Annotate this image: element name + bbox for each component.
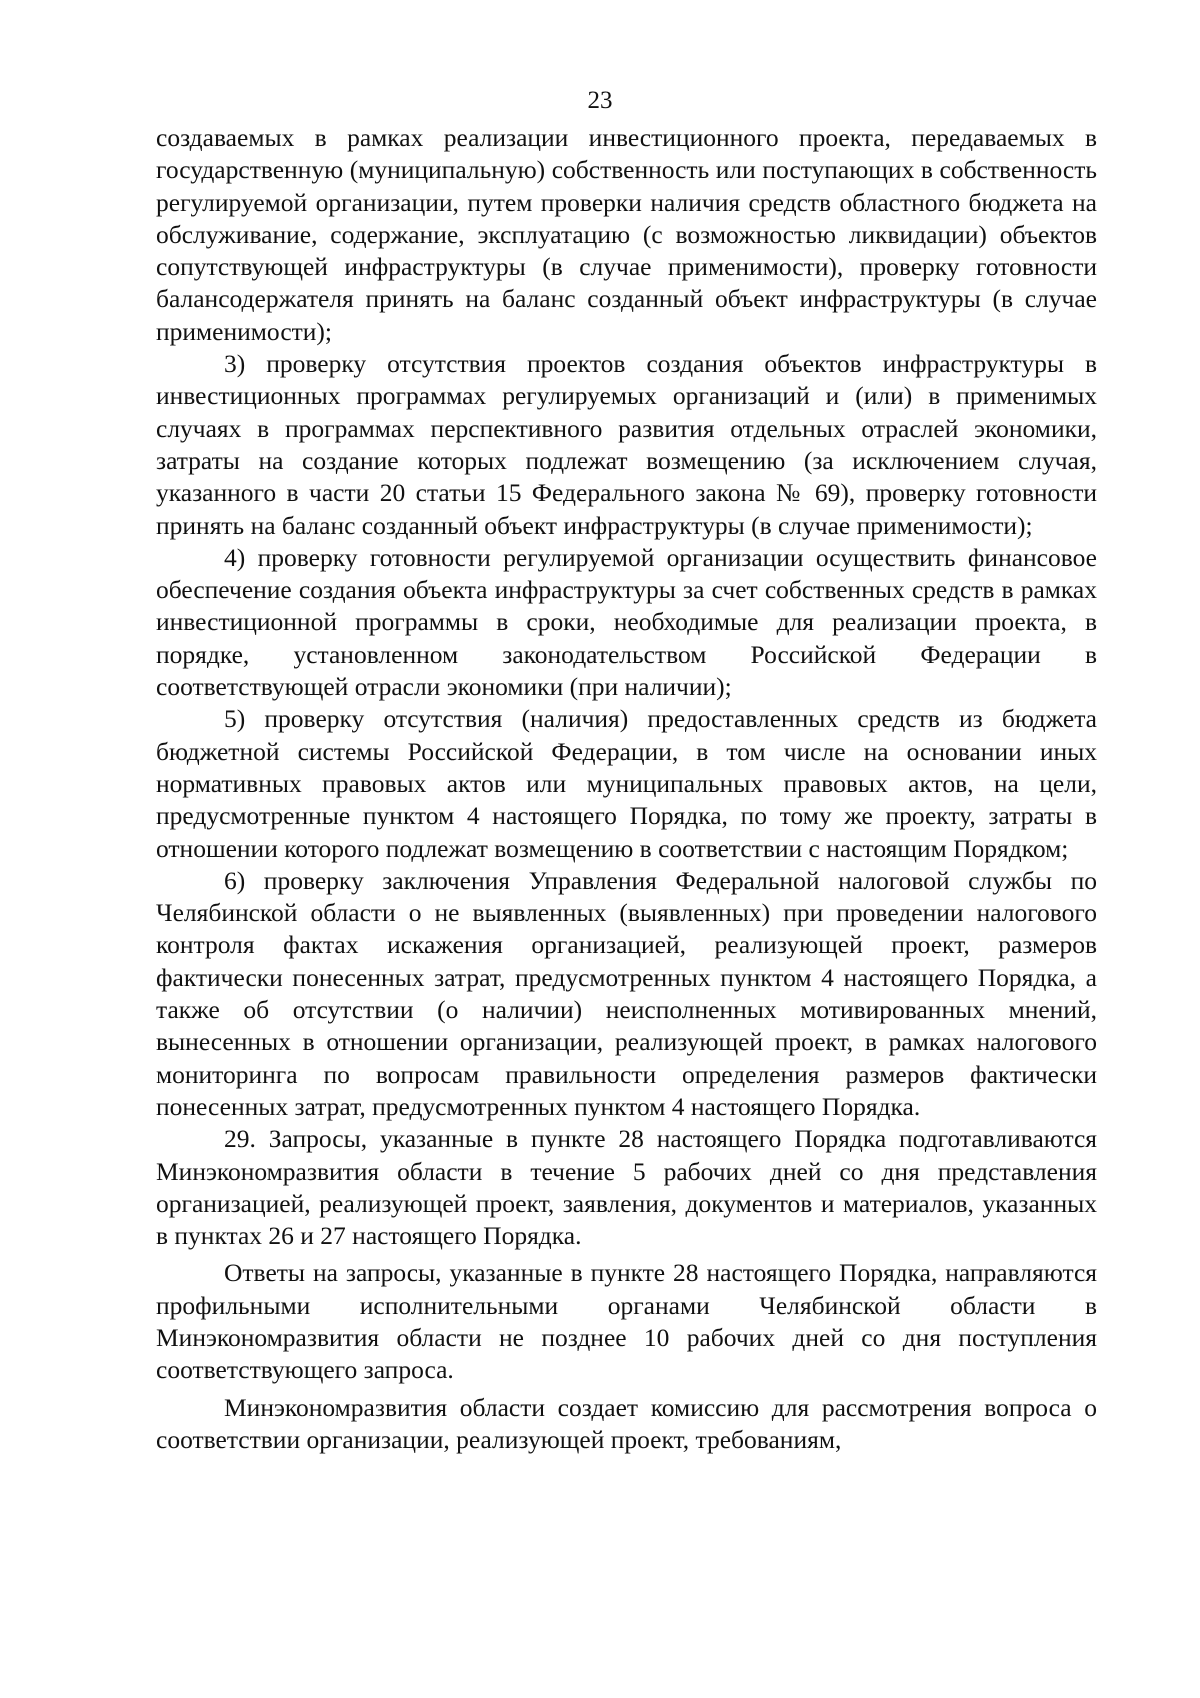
paragraph-clause-29: 29. Запросы, указанные в пункте 28 настоящего Порядка подготавливаются Минэкономразвития области в течение 5 рабочих дней со дня представления организацией, реализующей проект, заявления, документов и материалов, указанных в пунктах 26 и 27 настоящего Порядка. xyxy=(156,1124,1097,1251)
paragraph-item-6: 6) проверку заключения Управления Федеральной налоговой службы по Челябинской области о не выявленных (выявленных) при проведении налогового контроля фактах искажения организацией, реализующей проект, размеров фактически понесенных затрат, предусмотренных пунктом 4 настоящего Порядка, а также об отсутствии (о наличии) неисполненных мотивированных мнений, вынесенных в отношении организации, реализующей проект, в рамках налогового мониторинга по вопросам правильности определения размеров фактически понесенных затрат, предусмотренных пунктом 4 настоящего Порядка. xyxy=(156,865,1097,1121)
paragraph-continuation: создаваемых в рамках реализации инвестиционного проекта, передаваемых в государственную (муниципальную) собственность или поступающих в собственность регулируемой организации, путем проверки наличия средств областного бюджета на обслуживание, содержание, эксплуатацию (с возможностью ликвидации) объектов сопутствующей инфраструктуры (в случае применимости), проверку готовности балансодержателя принять на баланс созданный объект инфраструктуры (в случае применимости); xyxy=(156,123,1097,346)
paragraph-item-5: 5) проверку отсутствия (наличия) предоставленных средств из бюджета бюджетной системы Российской Федерации, в том числе на основании иных нормативных правовых актов или муниципальных правовых актов, на цели, предусмотренные пунктом 4 настоящего Порядка, по тому же проекту, затраты в отношении которого подлежат возмещению в соответствии с настоящим Порядком; xyxy=(156,704,1097,863)
paragraph-item-4: 4) проверку готовности регулируемой организации осуществить финансовое обеспечение создания объекта инфраструктуры за счет собственных средств в рамках инвестиционной программы в сроки, необходимые для реализации проекта, в порядке, установленном законодательством Российской Федерации в соответствующей отрасли экономики (при наличии); xyxy=(156,542,1097,702)
document-body xyxy=(156,122,1097,1456)
paragraph-item-3: 3) проверку отсутствия проектов создания объектов инфраструктуры в инвестиционных программах регулируемых организаций и (или) в применимых случаях в программах перспективного развития отдельных отраслей экономики, затраты на создание которых подлежат возмещению (за исключением случая, указанного в части 20 статьи 15 Федерального закона № 69), проверку готовности принять на баланс созданный объект инфраструктуры (в случае применимости); xyxy=(156,349,1097,540)
page-number: 23 xyxy=(587,87,613,114)
paragraph-responses: Ответы на запросы, указанные в пункте 28 настоящего Порядка, направляются профильными исполнительными органами Челябинской области в Минэкономразвития области не позднее 10 рабочих дней со дня поступления соответствующего запроса. xyxy=(156,1258,1097,1385)
paragraph-commission: Минэкономразвития области создает комиссию для рассмотрения вопроса о соответствии организации, реализующей проект, требованиям, xyxy=(156,1392,1097,1454)
